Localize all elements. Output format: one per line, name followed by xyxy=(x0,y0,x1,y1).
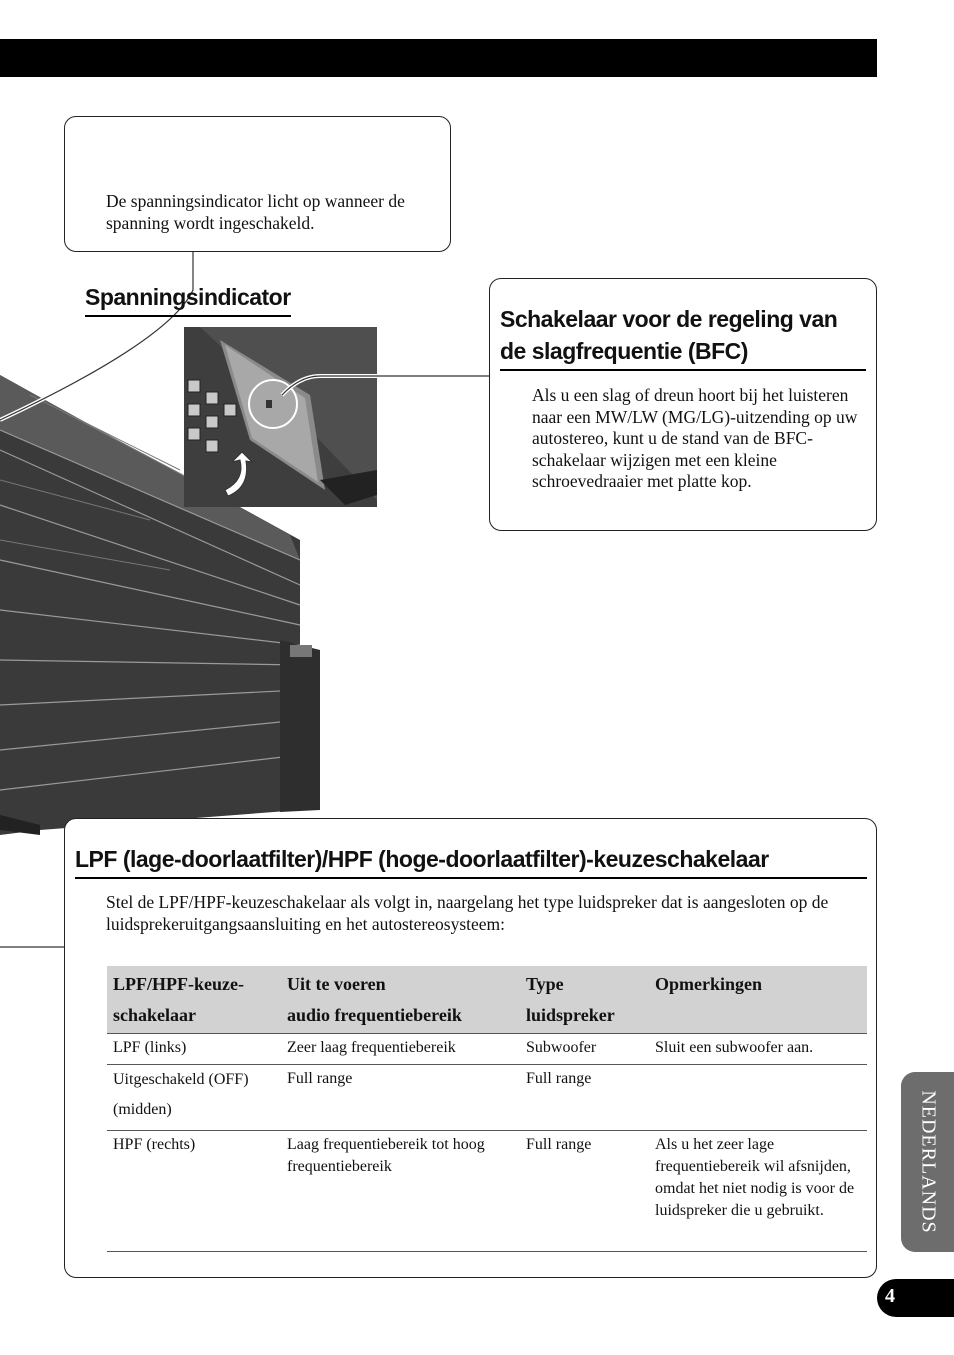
lpf-hpf-intro: Stel de LPF/HPF-keuzeschakelaar als volgt in, naargelang het type luidspreker dat is aangesloten op de luidsprekeruitgangsaansluiting en het autostereosysteem: xyxy=(106,892,829,934)
bfc-switch-text: Als u een slag of dreun hoort bij het luisteren naar een MW/LW (MG/LG)-uitzending op uw autostereo, kunt u de stand van de BFC-schakelaar wijzigen met een kleine schroevedraaier met platte kop. xyxy=(532,385,858,491)
table-header-remarks xyxy=(649,966,867,1034)
header-text: LPF/HPF-keuze- xyxy=(113,974,244,994)
lpf-hpf-title: LPF (lage-doorlaatfilter)/HPF (hoge-doorlaatfilter)-keuzeschakelaar xyxy=(75,843,867,879)
table-header-range xyxy=(281,966,520,1034)
header-text: schakelaar xyxy=(113,1005,196,1025)
page-number-tab xyxy=(877,1279,954,1317)
table-row xyxy=(107,1131,867,1252)
language-tab xyxy=(901,1072,954,1252)
table-row xyxy=(107,1065,867,1131)
header-text: luidspreker xyxy=(526,1005,615,1025)
table-cell: Full range xyxy=(520,1131,649,1252)
power-indicator-title: Spanningsindicator xyxy=(85,281,291,317)
bfc-switch-title: Schakelaar voor de regeling van de slagfrequentie (BFC) xyxy=(500,303,866,371)
cell-text: Uitgeschakeld (OFF) xyxy=(113,1071,249,1088)
header-text: audio frequentiebereik xyxy=(287,1005,462,1025)
power-indicator-text: De spanningsindicator licht op wanneer de spanning wordt ingeschakeld. xyxy=(106,191,405,233)
table-cell: Full range xyxy=(520,1065,649,1131)
table-cell xyxy=(649,1065,867,1131)
table-row xyxy=(107,1034,867,1065)
header-text: Uit te voeren xyxy=(287,974,386,994)
language-tab-label: NEDERLANDS xyxy=(917,1090,939,1234)
table-cell: LPF (links) xyxy=(107,1034,281,1065)
table-cell: Subwoofer xyxy=(520,1034,649,1065)
header-text: Type xyxy=(526,974,564,994)
table-header-row xyxy=(107,966,867,1034)
table-cell: Als u het zeer lage frequentiebereik wil afsnijden, omdat het niet nodig is voor de luidspreker die u gebruikt. xyxy=(649,1131,867,1252)
table-header-speaker xyxy=(520,966,649,1034)
table-cell xyxy=(107,1065,281,1131)
page-number: 4 xyxy=(885,1285,895,1307)
table-cell: Sluit een subwoofer aan. xyxy=(649,1034,867,1065)
header-text: Opmerkingen xyxy=(655,974,763,994)
power-indicator-callout xyxy=(64,116,451,310)
table-cell: Full range xyxy=(281,1065,520,1131)
table-cell: HPF (rechts) xyxy=(107,1131,281,1252)
lpf-hpf-callout xyxy=(64,818,877,1278)
table-cell: Zeer laag frequentiebereik xyxy=(281,1034,520,1065)
table-cell: Laag frequentiebereik tot hoog frequentiebereik xyxy=(281,1131,520,1252)
table-header-switch xyxy=(107,966,281,1034)
cell-text: (midden) xyxy=(113,1101,172,1118)
bfc-switch-callout xyxy=(489,278,877,531)
lpf-hpf-table xyxy=(107,966,867,1252)
